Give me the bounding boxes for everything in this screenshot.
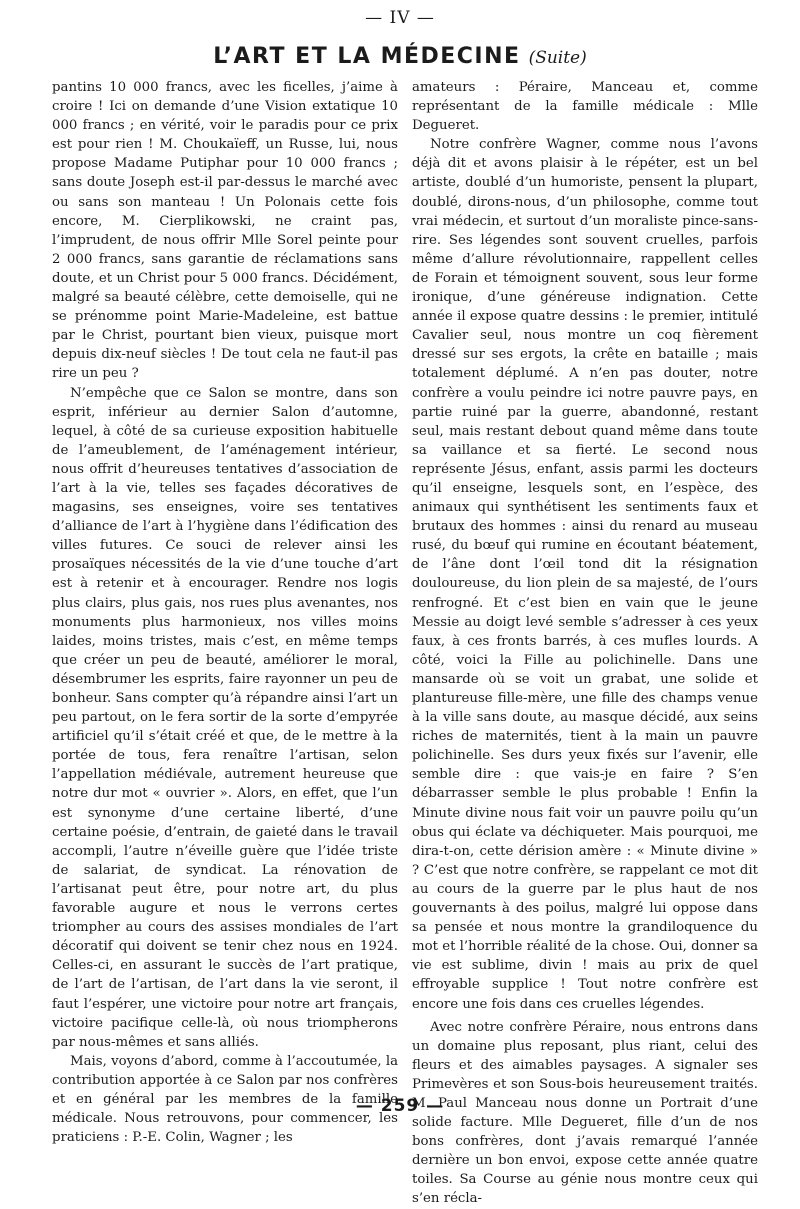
article-title: L’ART ET LA MÉDECINE xyxy=(213,44,521,69)
page-top-number: — IV — xyxy=(365,8,435,28)
page-bottom-number: — 259 — xyxy=(355,1096,445,1116)
right-paragraph-1: amateurs : Péraire, Manceau et, comme représentant de la famille médicale : Mlle Degueret. xyxy=(412,80,758,134)
right-paragraph-2: Notre confrère Wagner, comme nous l’avons déjà dit et avons plaisir à le répéter, est un bel artiste, doublé d’un humoriste, pensent la plupart, doublé, dirons-nous, d’un philosophe, comme tout vrai médecin, et surtout d’un moraliste pince-sans-rire. Ses légendes sont souvent cruelles, parfois même d’allure révolutionnaire, rappellent celles de Forain et témoignent souvent, sous leur forme ironique, d’une généreuse indignation. Cette année il expose quatre dessins : le premier, intitulé Cavalier seul, nous montre un coq fièrement dressé sur ses ergots, la crête en bataille ; mais totalement déplumé. A n’en pas douter, notre confrère a voulu peindre ici notre pauvre pays, en partie ruiné par la guerre, abandonné, restant seul, mais restant debout quand même dans toute sa vaillance et sa fierté. Le second nous représente Jésus, enfant, assis parmi les docteurs qu’il enseigne, lesquels sont, en l’espèce, des animaux qui synthétisent les sentiments faux et brutaux des hommes : ainsi du renard au museau rusé, du bœuf qui rumine en écoutant béatement, de l’âne dont l’œil tond dit la résignation douloureuse, du lion plein de sa majesté, de l’ours renfrogné. Et c’est bien en vain que le jeune Messie au doigt levé semble s’adresser à ces yeux faux, à ces fronts barrés, à ces mufles lourds. A côté, voici la Fille au polichinelle. Dans une mansarde où se voit un grabat, une solide et plantureuse fille-mère, une fille des champs venue à la ville sans doute, au masque décidé, aux seins riches de maternités, tient à la main un pauvre polichinelle. Ses durs yeux fixés sur l’avenir, elle semble dire : que vais-je en faire ? S’en débarrasser semble le plus probable ! Enfin la Minute divine nous fait voir un pauvre poilu qu’un obus qui éclate va déchiqueter. Mais pourquoi, me dira-t-on, cette dérision amère : « Minute divine » ? C’est que notre confrère, se rappelant ce mot dit au cours de la guerre par le plus haut de nos gouvernants à des poilus, malgré lui oppose dans sa pensée et nous montre la grandiloquence du mot et l’horrible réalité de la chose. Oui, donner sa vie est sublime, divin ! mais au prix de quel effroyable supplice ! Tout notre confrère est encore une fois dans ces cruelles légendes. xyxy=(412,137,758,1012)
left-paragraph-2: N’empêche que ce Salon se montre, dans son esprit, inférieur au dernier Salon d’automne, lequel, à côté de sa curieuse exposition habituelle de l’ameublement, de l’aménagement intérieur, nous offrit d’heureuses tentatives d’association de l’art à la vie, telles ses façades décoratives de magasins, ses enseignes, voire ses tentatives d’alliance de l’art à l’hygiène dans l’édification des villes futures. Ce souci de relever ainsi les prosaïques nécessités de la vie d’une touche d’art est à retenir et à encourager. Rendre nos logis plus clairs, plus gais, nos rues plus avenantes, nos monuments plus harmonieux, nos villes moins laides, moins tristes, mais c’est, en même temps que créer un peu de beauté, améliorer le moral, désembrumer les esprits, faire rayonner un peu de bonheur. Sans compter qu’à répandre ainsi l’art un peu partout, on le fera sortir de la sorte d’empyrée artificiel qu’il s’était créé et que, de le mettre à la portée de tous, fera renaître l’artisan, selon l’appellation médiévale, autrement heureuse que notre dur mot « ouvrier ». Alors, en effet, que l’un est synonyme d’une certaine liberté, d’une certaine poésie, d’entrain, de gaieté dans le travail accompli, l’autre n’éveille guère que l’idée triste de salariat, de syndicat. La rénovation de l’artisanat peut être, pour notre art, du plus favorable augure et nous le verrons certes triompher au cours des assises mondiales de l’art décoratif qui doivent se tenir chez nous en 1924. Celles-ci, en assurant le succès de l’art pratique, de l’art de l’artisan, de l’art dans la vie seront, il faut l’espérer, une victoire pour notre art français, victoire pacifique celle-là, où nous triompherons par nous-mêmes et sans alliés. xyxy=(52,385,398,1050)
right-column xyxy=(412,78,758,1209)
article-title-suite: (Suite) xyxy=(528,48,587,68)
left-paragraph-3: Mais, voyons d’abord, comme à l’accoutumée, la contribution apportée à ce Salon par nos confrères et en général par les membres de la famille médicale. Nous retrouvons, pour commencer, les praticiens : P.-E. Colin, Wagner ; les xyxy=(52,1053,398,1146)
article-header xyxy=(0,44,800,69)
left-paragraph-1: pantins 10 000 francs, avec les ficelles, j’aime à croire ! Ici on demande d’une Vision extatique 10 000 francs ; en vérité, voir le paradis pour ce prix est pour rien ! M. Choukaïeff, un Russe, lui, nous propose Madame Putiphar pour 10 000 francs ; sans doute Joseph est-il par-dessus le marché avec ou sans son manteau ! Un Polonais cette fois encore, M. Cierplikowski, ne craint pas, l’imprudent, de nous offrir Mlle Sorel peinte pour 2 000 francs, sans garantie de réclamations sans doute, et un Christ pour 5 000 francs. Décidément, malgré sa beauté célèbre, cette demoiselle, qui ne se prénomme point Marie-Madeleine, est battue par le Christ, pourtant bien vieux, puisque mort depuis dix-neuf siècles ! De tout cela ne faut-il pas rire un peu ? xyxy=(52,80,398,382)
right-paragraph-3: Avec notre confrère Péraire, nous entrons dans un domaine plus reposant, plus riant, celui des fleurs et des aimables paysages. A signaler ses Primevères et son Sous-bois heureusement traités. M. Paul Manceau nous donne un Portrait d’une solide facture. Mlle Degueret, fille d’un de nos bons confrères, dont j’avais remarqué l’année dernière un bon envoi, expose cette année quatre toiles. Sa Course au génie nous montre ceux qui s’en récla- xyxy=(412,1019,758,1207)
left-column xyxy=(52,78,398,1147)
